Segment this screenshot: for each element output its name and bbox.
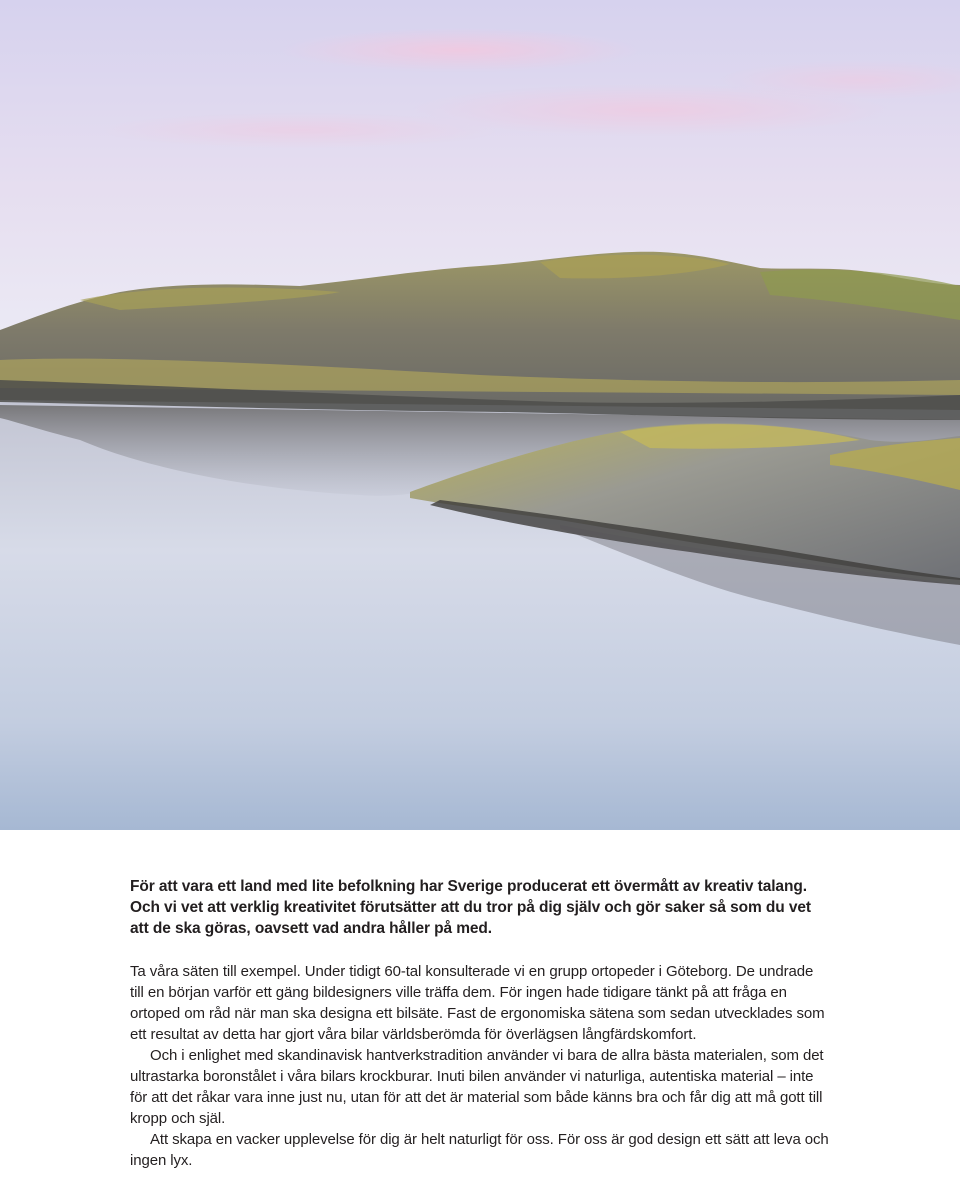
article-text	[130, 876, 830, 1171]
article-body	[130, 961, 830, 1171]
body-paragraph-3: Att skapa en vacker upplevelse för dig är helt naturligt för oss. För oss är god design ett sätt att leva och ingen lyx.	[130, 1131, 829, 1169]
body-paragraph-2: Och i enlighet med skandinavisk hantverkstradition använder vi bara de allra bästa materialen, som det ultrastarka boronstålet i våra bilars krockburar. Inuti bilen använder vi naturliga, autentiska material – inte för att det råkar vara inne just nu, utan för att det är material som både känns bra och får dig att må gott till kropp och själ.	[130, 1047, 824, 1127]
intro-paragraph: För att vara ett land med lite befolkning har Sverige producerat ett övermått av kreativ talang. Och vi vet att verklig kreativitet förutsätter att du tror på dig själv och gör saker så som du vet att de ska göras, oavsett vad andra håller på med.	[130, 878, 811, 937]
body-paragraph-1: Ta våra säten till exempel. Under tidigt 60-tal konsulterade vi en grupp ortopeder i Göteborg. De undrade till en början varför ett gäng bildesigners ville träffa dem. För ingen hade tidigare tänkt på att fråga en ortoped om råd när man ska designa ett bilsäte. Fast de ergonomiska sätena som sedan utvecklades som ett resultat av detta har gjort våra bilar världsberömda för överlägsen långfärdskomfort.	[130, 963, 825, 1043]
